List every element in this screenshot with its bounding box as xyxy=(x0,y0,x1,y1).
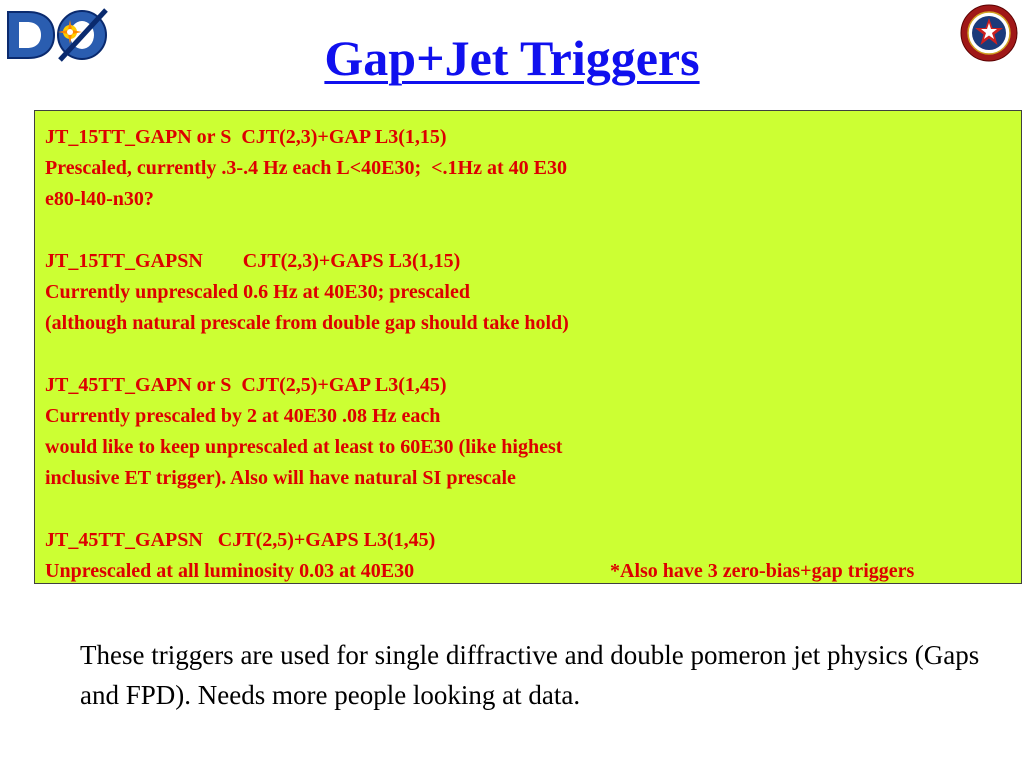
blank-line xyxy=(45,215,1021,246)
blank-line xyxy=(45,494,1021,525)
trigger-line: e80-l40-n30? xyxy=(45,188,154,210)
trigger-line: (although natural prescale from double gap should take hold) xyxy=(45,312,569,334)
trigger-line: JT_15TT_GAPN or S CJT(2,3)+GAP L3(1,15) xyxy=(45,126,447,148)
trigger-line: JT_45TT_GAPN or S CJT(2,5)+GAP L3(1,45) xyxy=(45,374,447,396)
slide-title: Gap+Jet Triggers xyxy=(324,30,700,86)
trigger-line-text: Unprescaled at all luminosity 0.03 at 40E30 xyxy=(45,560,415,582)
trigger-line: would like to keep unprescaled at least to 60E30 (like highest xyxy=(45,436,563,458)
side-note: *Also have 3 zero-bias+gap triggers xyxy=(610,560,915,582)
summary-paragraph: These triggers are used for single diffractive and double pomeron jet physics (Gaps and FPD). Needs more people looking at data. xyxy=(80,640,980,710)
trigger-line-with-note xyxy=(45,556,1021,587)
trigger-line: JT_45TT_GAPSN CJT(2,5)+GAPS L3(1,45) xyxy=(45,529,436,551)
trigger-list-box xyxy=(34,110,1022,584)
trigger-line: Currently prescaled by 2 at 40E30 .08 Hz each xyxy=(45,405,441,427)
trigger-line: Currently unprescaled 0.6 Hz at 40E30; prescaled xyxy=(45,281,470,303)
trigger-line: inclusive ET trigger). Also will have natural SI prescale xyxy=(45,467,516,489)
trigger-line: JT_15TT_GAPSN CJT(2,3)+GAPS L3(1,15) xyxy=(45,250,461,272)
blank-line xyxy=(45,339,1021,370)
trigger-line: Prescaled, currently .3-.4 Hz each L<40E30; <.1Hz at 40 E30 xyxy=(45,157,567,179)
